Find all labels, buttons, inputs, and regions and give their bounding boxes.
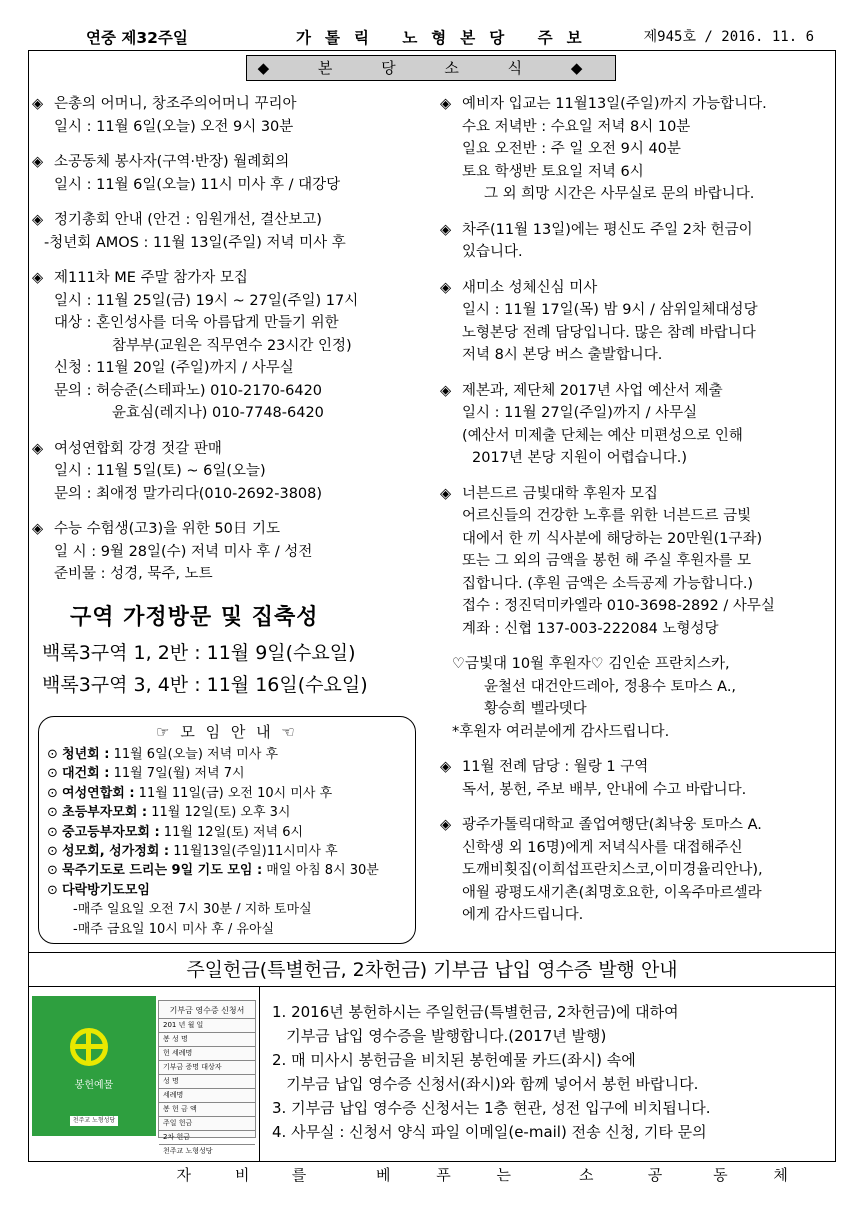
notice-item [32, 518, 432, 586]
bullet-icon: ⊙ [47, 844, 63, 860]
header [86, 26, 814, 48]
card-footer: 천주교 노형성당 [70, 1116, 118, 1126]
divider [259, 987, 260, 1161]
notice-line: *후원자 여러분에게 감사드립니다. [452, 723, 670, 740]
notice-heading-text: 차주(11월 13일)에는 평신도 주일 2차 헌금이 [462, 221, 753, 238]
issue-number: 제945호 / 2016. 11. 6 [643, 29, 814, 45]
receipt-form [158, 1000, 256, 1155]
meeting-name: 중고등부자모회 : [62, 824, 160, 840]
notice-line: 일시 : 11월 25일(금) 19시 ~ 27일(주일) 17시 [54, 292, 359, 309]
notice-line: -청년회 AMOS : 11월 13일(주일) 저녁 미사 후 [44, 234, 346, 251]
meeting-detail: 11월 7일(월) 저녁 7시 [109, 766, 245, 782]
form-row: 기부금 증명 대상자 [159, 1060, 255, 1074]
receipt-line: 1. 2016년 봉헌하시는 주일헌금(특별헌금, 2차헌금)에 대하여 [272, 1003, 679, 1021]
meeting-subitem: -매주 금요일 10시 미사 후 / 유아실 [73, 921, 275, 937]
meeting-item [47, 803, 407, 822]
diamond-icon: ◈ [32, 154, 44, 170]
bullet-icon: ⊙ [47, 882, 63, 898]
diamond-icon: ◈ [440, 817, 452, 833]
notice-item [440, 380, 834, 470]
diamond-icon: ◈ [440, 759, 452, 775]
notice-line: 일요 오전반 : 주 일 오전 9시 40분 [462, 141, 681, 157]
notice-heading [32, 518, 432, 541]
diamond-icon: ◈ [32, 96, 44, 112]
notice-heading-text: 여성연합회 강경 젓갈 판매 [54, 440, 222, 457]
notice-heading [440, 483, 834, 506]
notice-heading-text: 소공동체 봉사자(구역·반장) 월례회의 [54, 154, 290, 170]
notice-heading-text: 은총의 어머니, 창조주의어머니 꾸리아 [54, 96, 297, 112]
meeting-item [47, 745, 407, 764]
notice-line: 대에서 한 끼 식사분에 해당하는 20만원(1구좌) [462, 530, 763, 547]
meeting-detail: 11월 11일(금) 오전 10시 미사 후 [134, 785, 333, 801]
footer-char: 자 [176, 1166, 192, 1184]
footer-char: 비 [235, 1166, 250, 1184]
card-label: 봉헌예물 [74, 1080, 114, 1091]
footer-char: 체 [773, 1166, 788, 1184]
form-row: 헌 세례명 [159, 1046, 255, 1060]
notice-item [440, 756, 834, 801]
meeting-detail: 매일 아침 8시 30분 [262, 863, 379, 879]
diamond-icon: ◈ [440, 485, 452, 502]
notice-heading-text: 제111차 ME 주말 참가자 모집 [54, 270, 248, 286]
notice-line: 집합니다. (후원 금액은 소득공제 가능합니다.) [462, 575, 754, 592]
notice-line: 애월 광평도새기촌(최명호요한, 이옥주마르셀라 [462, 884, 762, 901]
notice-heading [32, 151, 432, 174]
notice-heading-text: 예비자 입교는 11월13일(주일)까지 가능합니다. [462, 96, 767, 112]
notice-heading-text: 새미소 성체신심 미사 [462, 279, 598, 296]
receipt-line: 기부금 납입 영수증을 발행합니다.(2017년 발행) [272, 1027, 607, 1045]
meeting-item [47, 784, 407, 803]
notice-item [32, 93, 432, 138]
notice-item [32, 438, 432, 506]
notice-line: 문의 : 최애정 말가리다(010-2692-3808) [54, 485, 323, 502]
form-row: 봉 헌 금 액 [159, 1102, 255, 1116]
form-row: 세례명 [159, 1088, 255, 1102]
bullet-icon: ⊙ [47, 766, 63, 782]
visit-schedule: 백록3구역 3, 4반 : 11월 16일(수요일) [42, 673, 368, 696]
notice-heading-text: 너븐드르 금빛대학 후원자 모집 [462, 485, 658, 502]
receipt-line: 4. 사무실 : 신청서 양식 파일 이메일(e-mail) 전송 신청, 기타 문의 [272, 1123, 707, 1141]
meeting-name: 여성연합회 : [62, 785, 135, 801]
bulletin-title: 가톨릭 노형본당 주보 [296, 29, 596, 47]
meetings-box [38, 716, 416, 944]
notice-line: 2017년 본당 지원이 어렵습니다.) [472, 450, 688, 466]
visit-title: 구역 가정방문 및 집축성 [70, 604, 319, 630]
meeting-detail: 11월13일(주일)11시미사 후 [169, 844, 338, 860]
meeting-name: 초등부자모회 : [62, 805, 148, 821]
meeting-item [47, 881, 407, 900]
notice-line: 저녁 8시 본당 버스 출발합니다. [462, 347, 663, 363]
meeting-subitem: -매주 일요일 오전 7시 30분 / 지하 토마실 [73, 902, 312, 918]
meeting-item [47, 764, 407, 783]
notice-line: 계좌 : 신협 137-003-222084 노형성당 [462, 620, 719, 637]
form-row: 성 명 [159, 1074, 255, 1088]
receipt-line: 3. 기부금 납입 영수증 신청서는 1층 현관, 성전 입구에 비치됩니다. [272, 1099, 711, 1117]
notice-item [440, 483, 834, 641]
notice-heading [440, 93, 834, 116]
notice-line: 일시 : 11월 6일(오늘) 11시 미사 후 / 대강당 [54, 176, 341, 193]
meeting-item [47, 861, 407, 880]
notice-line: 준비물 : 성경, 묵주, 노트 [54, 566, 213, 582]
notice-line: 에게 감사드립니다. [462, 907, 584, 923]
season-label: 연중 제32주일 [86, 29, 188, 47]
receipt-line: 기부금 납입 영수증 신청서(좌시)와 함께 넣어서 봉헌 바랍니다. [272, 1075, 699, 1093]
notice-heading [440, 219, 834, 242]
notice-heading [32, 93, 432, 116]
notice-line: 노형본당 전례 담당입니다. 많은 참례 바랍니다 [462, 324, 756, 341]
receipt-list [272, 1000, 711, 1144]
offering-envelope [32, 996, 156, 1136]
meeting-name: 다락방기도모임 [62, 882, 150, 898]
notice-item [440, 814, 834, 927]
notice-heading-text: 수능 수험생(고3)을 위한 50日 기도 [54, 521, 281, 537]
cross-icon [70, 1028, 108, 1066]
notice-line: 일시 : 11월 17일(목) 밤 9시 / 삼위일체대성당 [462, 302, 758, 318]
notice-line: 윤효심(레지나) 010-7748-6420 [112, 405, 324, 421]
bullet-icon: ⊙ [47, 863, 63, 879]
meeting-name: 대건회 : [62, 766, 110, 782]
footer-char: 를 [291, 1166, 307, 1184]
meeting-name: 성모회, 성가정회 : [62, 844, 170, 860]
footer-char: 공 [647, 1166, 663, 1184]
notice-heading [440, 380, 834, 403]
notice-line: 황승희 벨라뎃다 [484, 701, 587, 717]
notice-line: 신학생 외 16명)에게 저녁식사를 대접해주신 [462, 839, 743, 856]
notice-line: 그 외 희망 시간은 사무실로 문의 바랍니다. [484, 186, 755, 202]
footer-motto [0, 1164, 860, 1184]
divider [28, 952, 836, 953]
divider [28, 986, 836, 987]
meeting-name: 청년회 : [62, 747, 110, 762]
meeting-detail: 11월 12일(토) 저녁 6시 [159, 824, 304, 840]
diamond-icon: ◈ [32, 270, 44, 286]
form-row: 주일 헌금 [159, 1116, 255, 1130]
notice-item [440, 277, 834, 367]
notice-heading-text: 11월 전례 담당 : 월랑 1 구역 [462, 759, 649, 775]
diamond-icon: ◈ [440, 221, 452, 238]
notice-item [32, 267, 432, 425]
notice-line: 대상 : 혼인성사를 더욱 아름답게 만들기 위한 [54, 315, 339, 331]
notice-line: 있습니다. [462, 244, 523, 260]
notice-line: 또는 그 외의 금액을 봉헌 해 주실 후원자를 모 [462, 553, 751, 569]
notice-item [32, 151, 432, 196]
form-row: 천주교 노형성당 [159, 1144, 255, 1158]
section-banner: ◆ 본 당 소 식 ◆ [246, 55, 616, 81]
footer-char: 푸 [436, 1166, 451, 1184]
notice-line: 일 시 : 9월 28일(수) 저녁 미사 후 / 성전 [54, 543, 313, 560]
notice-line: ♡금빛대 10월 후원자♡ 김인순 프란치스카, [452, 656, 730, 672]
notice-line: 윤철선 대건안드레아, 정용수 토마스 A., [484, 678, 737, 695]
meeting-detail: 11월 12일(토) 오후 3시 [147, 805, 291, 821]
form-row: 201 년 월 일 [159, 1018, 255, 1032]
form-row: 봉 성 명 [159, 1032, 255, 1046]
notice-heading-text: 제본과, 제단체 2017년 사업 예산서 제출 [462, 382, 723, 399]
notice-line: 수요 저녁반 : 수요일 저녁 8시 10분 [462, 118, 691, 135]
bullet-icon: ⊙ [47, 824, 63, 840]
visit-schedule: 백록3구역 1, 2반 : 11월 9일(수요일) [42, 641, 356, 664]
notice-line: 문의 : 허승준(스테파노) 010-2170-6420 [54, 382, 323, 399]
notice-line: (예산서 미제출 단체는 예산 미편성으로 인해 [462, 427, 743, 444]
diamond-icon: ◈ [32, 521, 44, 537]
notice-heading [32, 267, 432, 290]
receipt-line: 2. 매 미사시 봉헌금을 비치된 봉헌예물 카드(좌시) 속에 [272, 1051, 636, 1069]
form-title: 기부금 영수증 신청서 [169, 1006, 245, 1015]
footer-char: 는 [496, 1166, 511, 1184]
notice-item [440, 653, 834, 743]
diamond-icon: ◈ [440, 279, 452, 296]
notice-item [440, 219, 834, 264]
receipt-title: 주일헌금(특별헌금, 2차헌금) 기부금 납입 영수증 발행 안내 [186, 959, 678, 981]
diamond-icon: ◈ [32, 212, 44, 228]
notice-line: 일시 : 11월 27일(주일)까지 / 사무실 [462, 405, 698, 421]
notice-line: 일시 : 11월 5일(토) ~ 6일(오늘) [54, 463, 266, 479]
notice-line: 참부부(교원은 직무연수 23시간 인정) [112, 337, 352, 354]
notice-heading [440, 814, 834, 837]
form-row: 2차 헌금 [159, 1130, 255, 1144]
footer-char: 베 [376, 1166, 391, 1184]
footer-char: 소 [579, 1166, 594, 1184]
meeting-detail: 11월 6일(오늘) 저녁 미사 후 [109, 747, 279, 762]
diamond-icon: ◈ [32, 440, 44, 457]
bullet-icon: ⊙ [47, 805, 63, 821]
footer-char: 동 [713, 1166, 728, 1184]
diamond-icon: ◈ [440, 96, 452, 112]
diamond-icon: ◈ [440, 382, 452, 399]
notice-line: 토요 학생반 토요일 저녁 6시 [462, 163, 644, 180]
offering-card-image [32, 996, 254, 1155]
notice-line: 일시 : 11월 6일(오늘) 오전 9시 30분 [54, 118, 294, 135]
meeting-item [47, 823, 407, 842]
notice-line: 도깨비횟집(이희섭프란치스코,이미경율리안나), [462, 862, 763, 878]
notice-item [440, 93, 834, 206]
meetings-title: ☞ 모 임 안 내 ☜ [156, 723, 298, 741]
notice-line: 독서, 봉헌, 주보 배부, 안내에 수고 바랍니다. [462, 781, 747, 798]
notice-heading [440, 277, 834, 300]
meeting-item [47, 842, 407, 861]
notice-line: 어르신들의 건강한 노후를 위한 너븐드르 금빛 [462, 508, 752, 524]
notice-heading-text: 광주가톨릭대학교 졸업여행단(최낙웅 토마스 A. [462, 817, 762, 833]
bullet-icon: ⊙ [47, 785, 63, 801]
notice-line: 신청 : 11월 20일 (주일)까지 / 사무실 [54, 360, 294, 376]
right-column [440, 93, 834, 940]
notice-heading [32, 209, 432, 232]
notice-heading [440, 756, 834, 779]
meeting-name: 묵주기도로 드리는 9일 기도 모임 : [62, 863, 263, 879]
left-column [32, 93, 432, 701]
notice-heading [32, 438, 432, 461]
notice-item [32, 209, 432, 254]
notice-heading-text: 정기총회 안내 (안건 : 임원개선, 결산보고) [54, 212, 322, 228]
bullet-icon: ⊙ [47, 747, 63, 762]
notice-line: 접수 : 정진덕미카엘라 010-3698-2892 / 사무실 [462, 598, 775, 614]
